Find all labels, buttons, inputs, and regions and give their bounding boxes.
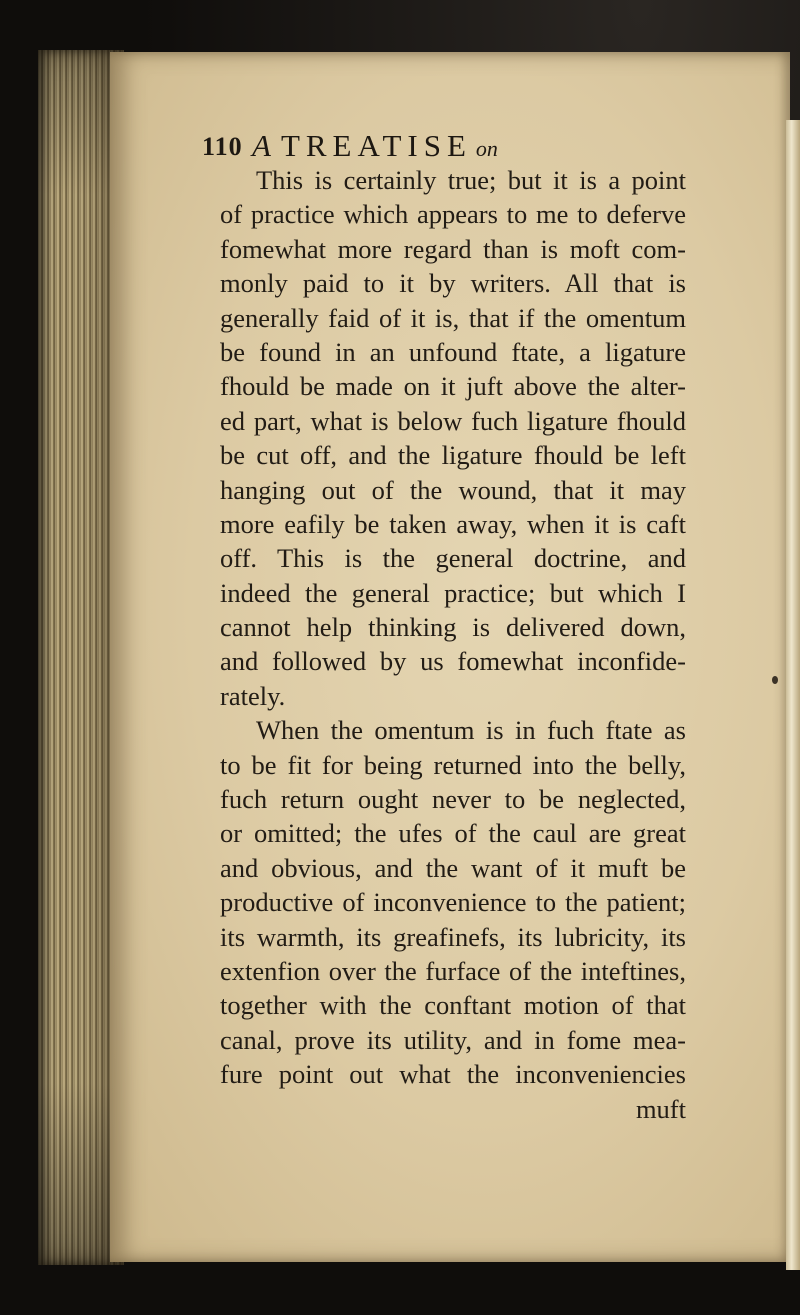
text-line: be cut off, and the ligature fhould be left	[220, 440, 686, 471]
body-text	[220, 163, 686, 1126]
running-title	[252, 128, 498, 164]
text-line: fuch return ought never to be neglected,	[220, 784, 686, 815]
text-line: and obvious, and the want of it muft be	[220, 852, 686, 883]
right-page-edge	[786, 120, 800, 1270]
text-line: more eafily be taken away, when it is caft	[220, 508, 686, 539]
text-line: cannot help thinking is delivered down,	[220, 612, 686, 643]
page-number: 110	[202, 132, 243, 161]
running-title-article: A	[252, 128, 271, 163]
text-line: fhould be made on it juft above the alter-	[220, 371, 686, 402]
text-line: of practice which appears to me to deferve	[220, 199, 686, 230]
running-title-on: on	[475, 136, 498, 161]
text-line: fomewhat more regard than is moft com-	[220, 233, 686, 264]
text-line: indeed the general practice; but which I	[220, 577, 686, 608]
text-line: and followed by us fomewhat inconfide-	[220, 646, 686, 677]
text-line: be found in an unfound ftate, a ligature	[220, 336, 686, 367]
text-line: to be fit for being returned into the belly,	[220, 749, 686, 780]
paragraph-1	[220, 163, 686, 713]
text-line: extenfion over the furface of the inteftines,	[220, 955, 686, 986]
text-line: ed part, what is below fuch ligature fhould	[220, 405, 686, 436]
text-line: or omitted; the ufes of the caul are great	[220, 818, 686, 849]
text-line: monly paid to it by writers. All that is	[220, 268, 686, 299]
text-line: productive of inconvenience to the patient;	[220, 887, 686, 918]
catchword: muft	[635, 1093, 686, 1124]
running-title-word: TREATISE	[280, 128, 472, 163]
text-line: off. This is the general doctrine, and	[220, 543, 686, 574]
text-line: together with the conftant motion of that	[220, 990, 686, 1021]
text-line: When the omentum is in fuch ftate as	[256, 715, 686, 746]
text-line: rately.	[220, 680, 286, 711]
text-line: hanging out of the wound, that it may	[220, 474, 686, 505]
text-line: generally faid of it is, that if the omentum	[220, 302, 686, 333]
text-line: This is certainly true; but it is a point	[256, 165, 686, 195]
text-line: fure point out what the inconveniencies	[220, 1059, 686, 1090]
ink-speck	[772, 676, 778, 684]
paragraph-2	[220, 713, 686, 1091]
text-line: canal, prove its utility, and in fome mea-	[220, 1024, 686, 1055]
text-line: its warmth, its greafinefs, its lubricity, its	[220, 921, 686, 952]
running-header	[202, 128, 722, 168]
